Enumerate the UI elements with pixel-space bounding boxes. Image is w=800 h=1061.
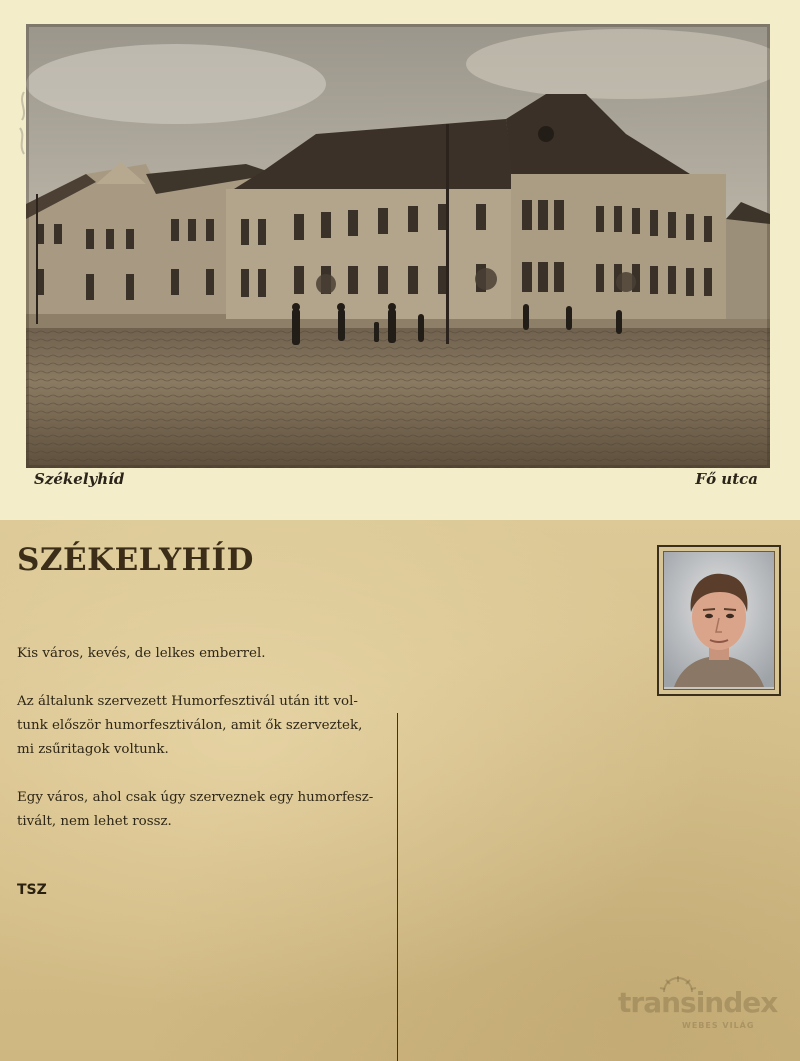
page-title: SZÉKELYHÍD (17, 542, 254, 578)
message-paragraph: Egy város, ahol csak úgy szerveznek egy humorfesz- tivált, nem lehet rossz. (17, 790, 374, 829)
logo-tagline: WEBES VILÁG (682, 1021, 755, 1030)
message-paragraph: Kis város, kevés, de lelkes emberrel. (17, 646, 266, 661)
postcard-front (0, 0, 800, 520)
transindex-logo (618, 974, 778, 1034)
photo-caption-town: Székelyhíd (34, 470, 125, 488)
postcard-divider-line (397, 713, 398, 1061)
message-paragraph: Az általunk szervezett Humorfesztivál után itt vol- tunk először humorfesztiválon, amit ők szerveztek, mi zsűritagok voltunk. (17, 694, 363, 757)
logo-text: transindex (618, 986, 778, 1019)
street-photo (26, 24, 770, 468)
author-portrait (663, 551, 775, 690)
author-portrait-frame (657, 545, 781, 696)
author-signature: TSZ (17, 882, 47, 898)
message-body (17, 642, 377, 858)
postcard-back (0, 520, 800, 1061)
photo-caption-street: Fő utca (695, 470, 758, 488)
